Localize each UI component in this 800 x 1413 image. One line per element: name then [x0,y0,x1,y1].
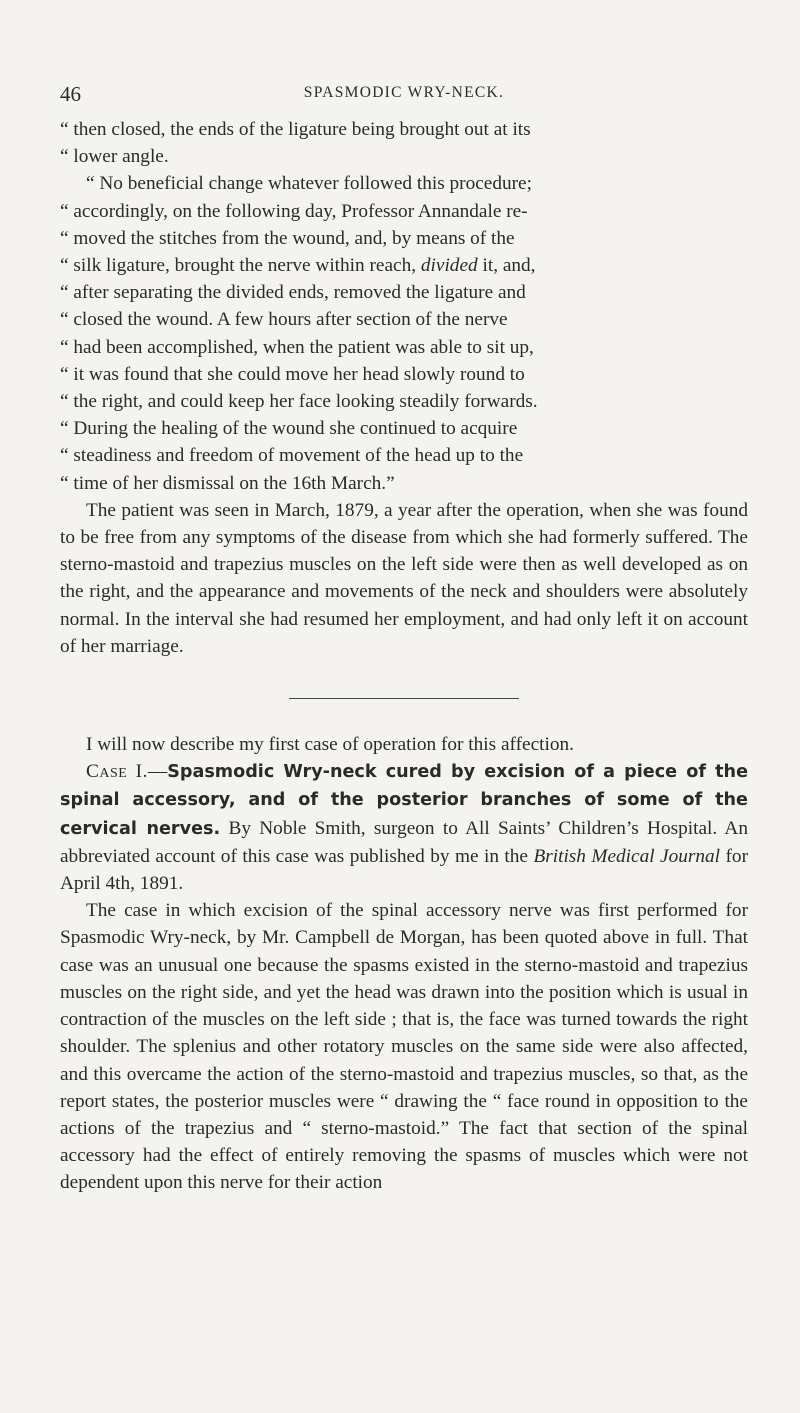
paragraph-case-discussion: The case in which excision of the spinal accessory nerve was first performed for Spasmodic Wry-neck, by Mr. Campbell de Morgan, has been quoted above in full. That case was an unusual one because the spasms existed in the sterno-mastoid and trapezius muscles on the right side, and yet the head was drawn into the position which is usual in contraction of the muscles on the left side ; that is, the face was turned towards the right shoulder. The splenius and other rotatory muscles on the same side were also affected, and this overcame the action of the sterno-mastoid and trapezius muscles, so that, as the report states, the posterior muscles were “ drawing the “ face round in opposition to the actions of the trapezius and “ sterno-mastoid.” The fact that section of the spinal accessory had the effect of entirely removing the spasms of muscles which were not dependent upon this nerve for their action [60,900,748,1194]
text-line: “ then closed, the ends of the ligature being brought out at its [60,119,531,140]
case-label: Case I. [86,761,148,783]
case-title: Spasmodic Wry-neck cured by excision of a piece of the spinal accessory, and of the posterior branches of some of the cervical nerves. [60,762,748,839]
text-line: “ moved the stitches from the wound, and, by means of the [60,227,515,249]
text-line: “ No beneficial change whatever followed this procedure; [86,173,532,195]
section-divider [289,698,519,699]
quoted-paragraph-2 [60,170,748,197]
text-line: “ closed the wound. A few hours after section of the nerve [60,309,508,331]
text-line: “ lower angle. [60,146,169,168]
paragraph-case-one [60,758,748,897]
text-line: “ accordingly, on the following day, Professor Annandale re- [60,200,528,222]
text-line: “ after separating the divided ends, removed the ligature and [60,282,526,304]
quoted-paragraph-1 [60,116,748,170]
case-date: for April 4th, 1891. [60,845,748,895]
paragraph-patient-follow-up: The patient was seen in March, 1879, a year after the operation, when she was found to be free from any symptoms of the disease from which she had formerly suffered. The sterno-mastoid and trapezius muscles on the left side were then as well developed as on the right, and the appearance and movements of the neck and shoulders were absolutely normal. In the interval she had resumed her employment, and had only left it on account of her marriage. [60,499,748,657]
paragraph-introduction: I will now describe my first case of operation for this affection. [86,734,574,756]
text-line: “ it was found that she could move her head slowly round to [60,363,525,385]
quoted-paragraph-2-body [60,198,748,497]
text-segment: “ silk ligature, brought the nerve within reach, [60,255,417,277]
body-text [60,116,748,1197]
journal-title: British Medical Journal [533,845,721,867]
text-line: “ During the healing of the wound she continued to acquire [60,418,518,440]
page-number: 46 [60,82,81,106]
text-line: “ steadiness and freedom of movement of the head up to the [60,445,524,467]
text-line: “ time of her dismissal on the 16th March.” [60,472,395,494]
text-line: “ had been accomplished, when the patient was able to sit up, [60,336,534,358]
case-text: By Noble Smith, surgeon to All Saints’ Children’s Hospital. An abbreviated account of this case was published by me in the [60,817,748,867]
page-header [60,80,748,110]
emphasis-divided: divided [420,255,478,277]
text-line-with-emphasis [60,252,748,279]
text-segment: it, and, [477,255,536,277]
text-line: “ the right, and could keep her face looking steadily forwards. [60,391,538,413]
running-head: SPASMODIC WRY-NECK. [303,84,505,101]
case-dash: — [147,761,168,783]
